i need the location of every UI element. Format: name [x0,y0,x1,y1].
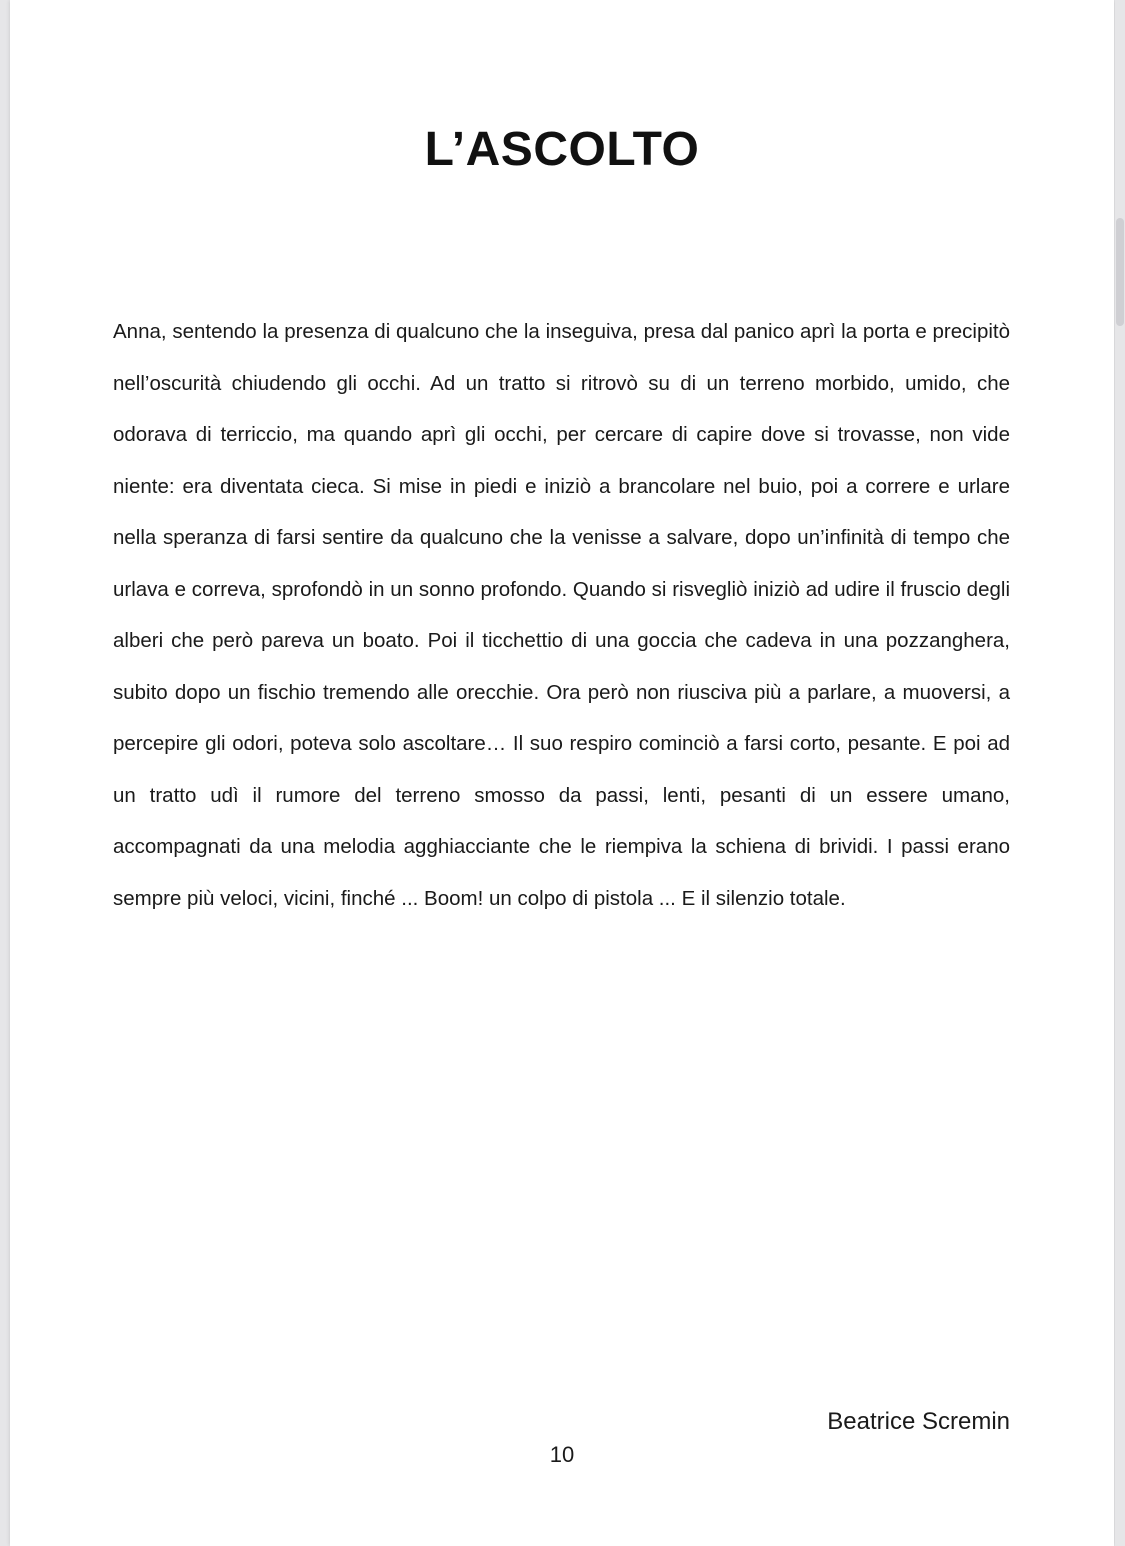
page-number: 10 [549,1442,575,1467]
document-page [10,0,1114,1546]
story-paragraph: Anna, sentendo la presenza di qualcuno che la inseguiva, presa dal panico aprì la porta e precipitò nell’oscurità chiudendo gli occhi. Ad un tratto si ritrovò su di un terreno morbido, umido, che odorava di terriccio, ma quando aprì gli occhi, per cercare di capire dove si trovasse, non vide niente: era diventata cieca. Si mise in piedi e iniziò a brancolare nel buio, poi a correre e urlare nella speranza di farsi sentire da qualcuno che la venisse a salvare, dopo un’infinità di tempo che urlava e correva, sprofondò in un sonno profondo. Quando si risvegliò iniziò ad udire il fruscio degli alberi che però pareva un boato. Poi il ticchettio di una goccia che cadeva in una pozzanghera, subito dopo un fischio tremendo alle orecchie. Ora però non riusciva più a parlare, a muoversi, a percepire gli odori, poteva solo ascoltare… Il suo respiro cominciò a farsi corto, pesante. E poi ad un tratto udì il rumore del terreno smosso da passi, lenti, pesanti di un essere umano, accompagnati da una melodia agghiacciante che le riempiva la schiena di brividi. I passi erano sempre più veloci, vicini, finché ... Boom! un colpo di pistola ... E il silenzio totale. [113,320,1010,910]
page-title: L’ASCOLTO [424,123,700,176]
scrollbar[interactable] [1115,0,1125,1546]
author-name: Beatrice Scremin [827,1408,1010,1435]
scrollbar-thumb[interactable] [1116,218,1124,326]
